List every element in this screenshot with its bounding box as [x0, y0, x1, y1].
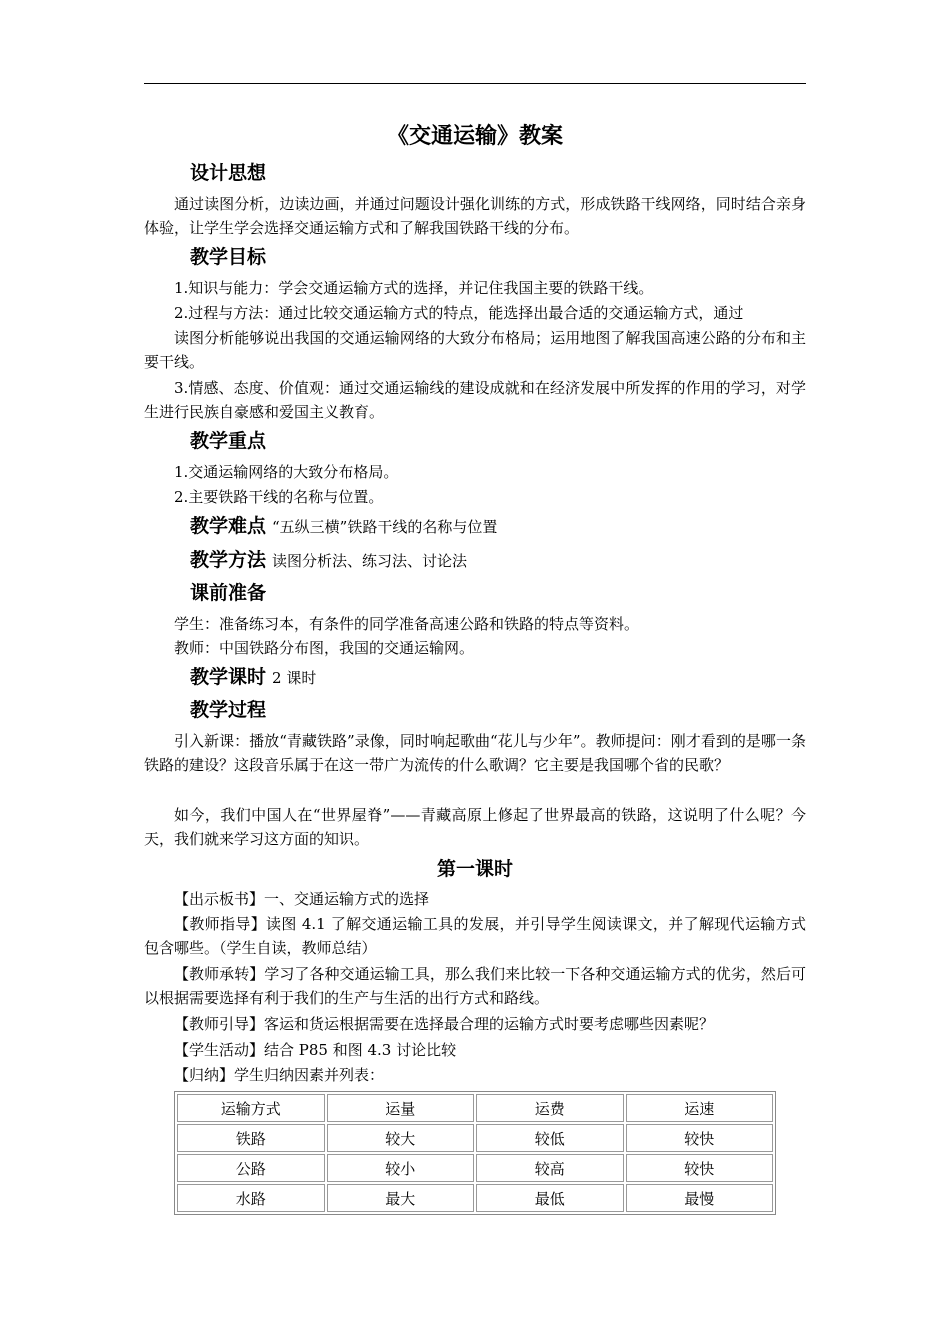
difficulty-heading [190, 511, 497, 542]
goal-item-1: 1.知识与能力：学会交通运输方式的选择，并记住我国主要的铁路干线。 [174, 279, 654, 297]
table-cell: 较低 [476, 1124, 624, 1152]
difficulty-title: 教学难点 [190, 515, 267, 537]
table-cell: 最慢 [626, 1184, 774, 1212]
prep-student: 学生：准备练习本，有条件的同学准备高速公路和铁路的特点等资料。 [174, 615, 640, 633]
key-points-heading: 教学重点 [190, 430, 267, 452]
table-cell: 较小 [327, 1154, 475, 1182]
difficulty-text: “五纵三横”铁路干线的名称与位置 [272, 518, 498, 536]
design-text: 通过读图分析，边读边画，并通过问题设计强化训练的方式，形成铁路干线网络，同时结合亲身体验，让学生学会选择交通运输方式和了解我国铁路干线的分布。 [144, 195, 806, 237]
table-row [177, 1184, 773, 1212]
table-cell: 较快 [626, 1154, 774, 1182]
hours-text: 2 课时 [272, 669, 317, 687]
lesson1-summary: 【归纳】学生归纳因素并列表： [174, 1066, 385, 1084]
methods-title: 教学方法 [190, 549, 267, 571]
key-point-2: 2.主要铁路干线的名称与位置。 [174, 488, 384, 506]
table-header-cell: 运输方式 [177, 1094, 325, 1122]
process-para2: 如今，我们中国人在“世界屋脊”——青藏高原上修起了世界最高的铁路，这说明了什么呢？今天，我们就来学习这方面的知识。 [144, 806, 806, 848]
table-header-cell: 运费 [476, 1094, 624, 1122]
table-cell: 最大 [327, 1184, 475, 1212]
prep-teacher: 教师：中国铁路分布图，我国的交通运输网。 [174, 639, 475, 657]
process-intro: 引入新课：播放“青藏铁路”录像，同时响起歌曲“花儿与少年”。教师提问：刚才看到的是哪一条铁路的建设？这段音乐属于在这一带广为流传的什么歌调？它主要是我国哪个省的民歌？ [144, 732, 806, 774]
table-header-cell: 运速 [626, 1094, 774, 1122]
key-point-1: 1.交通运输网络的大致分布格局。 [174, 463, 399, 481]
lesson1-lead: 【教师引导】客运和货运根据需要在选择最合理的运输方式时要考虑哪些因素呢？ [174, 1015, 715, 1033]
table-cell: 较高 [476, 1154, 624, 1182]
goal-item-2b: 读图分析能够说出我国的交通运输网络的大致分布格局；运用地图了解我国高速公路的分布和主要干线。 [144, 329, 806, 371]
goals-heading: 教学目标 [190, 246, 267, 268]
lesson1-activity: 【学生活动】结合 P85 和图 4.3 讨论比较 [174, 1041, 457, 1059]
lesson1-board: 【出示板书】一、交通运输方式的选择 [174, 890, 430, 908]
design-heading: 设计思想 [190, 162, 267, 184]
table-header-row [177, 1094, 773, 1122]
hours-heading [190, 662, 316, 693]
goal-item-3: 3.情感、态度、价值观：通过交通运输线的建设成就和在经济发展中所发挥的作用的学习，对学生进行民族自豪感和爱国主义教育。 [144, 379, 806, 421]
methods-heading [190, 545, 467, 576]
goal-item-2a: 2.过程与方法：通过比较交通运输方式的特点，能选择出最合适的交通运输方式，通过 [174, 304, 744, 322]
transport-comparison-table [174, 1091, 776, 1215]
table-cell: 较快 [626, 1124, 774, 1152]
lesson1-transition: 【教师承转】学习了各种交通运输工具，那么我们来比较一下各种交通运输方式的优劣，然后可以根据需要选择有利于我们的生产与生活的出行方式和路线。 [144, 965, 806, 1007]
process-heading: 教学过程 [190, 699, 267, 721]
table-cell: 较大 [327, 1124, 475, 1152]
methods-text: 读图分析法、练习法、讨论法 [272, 552, 468, 570]
prep-heading: 课前准备 [190, 582, 267, 604]
header-rule [144, 83, 806, 84]
table-cell: 水路 [177, 1184, 325, 1212]
table-cell: 铁路 [177, 1124, 325, 1152]
lesson1-guide: 【教师指导】读图 4.1 了解交通运输工具的发展，并引导学生阅读课文，并了解现代运输方式包含哪些。（学生自读，教师总结） [144, 915, 806, 957]
table-row [177, 1124, 773, 1152]
table-cell: 最低 [476, 1184, 624, 1212]
lesson1-heading: 第一课时 [436, 858, 513, 880]
table-cell: 公路 [177, 1154, 325, 1182]
table-header-cell: 运量 [327, 1094, 475, 1122]
hours-title: 教学课时 [190, 666, 267, 688]
table-row [177, 1154, 773, 1182]
document-title: 《交通运输》教案 [386, 124, 563, 149]
